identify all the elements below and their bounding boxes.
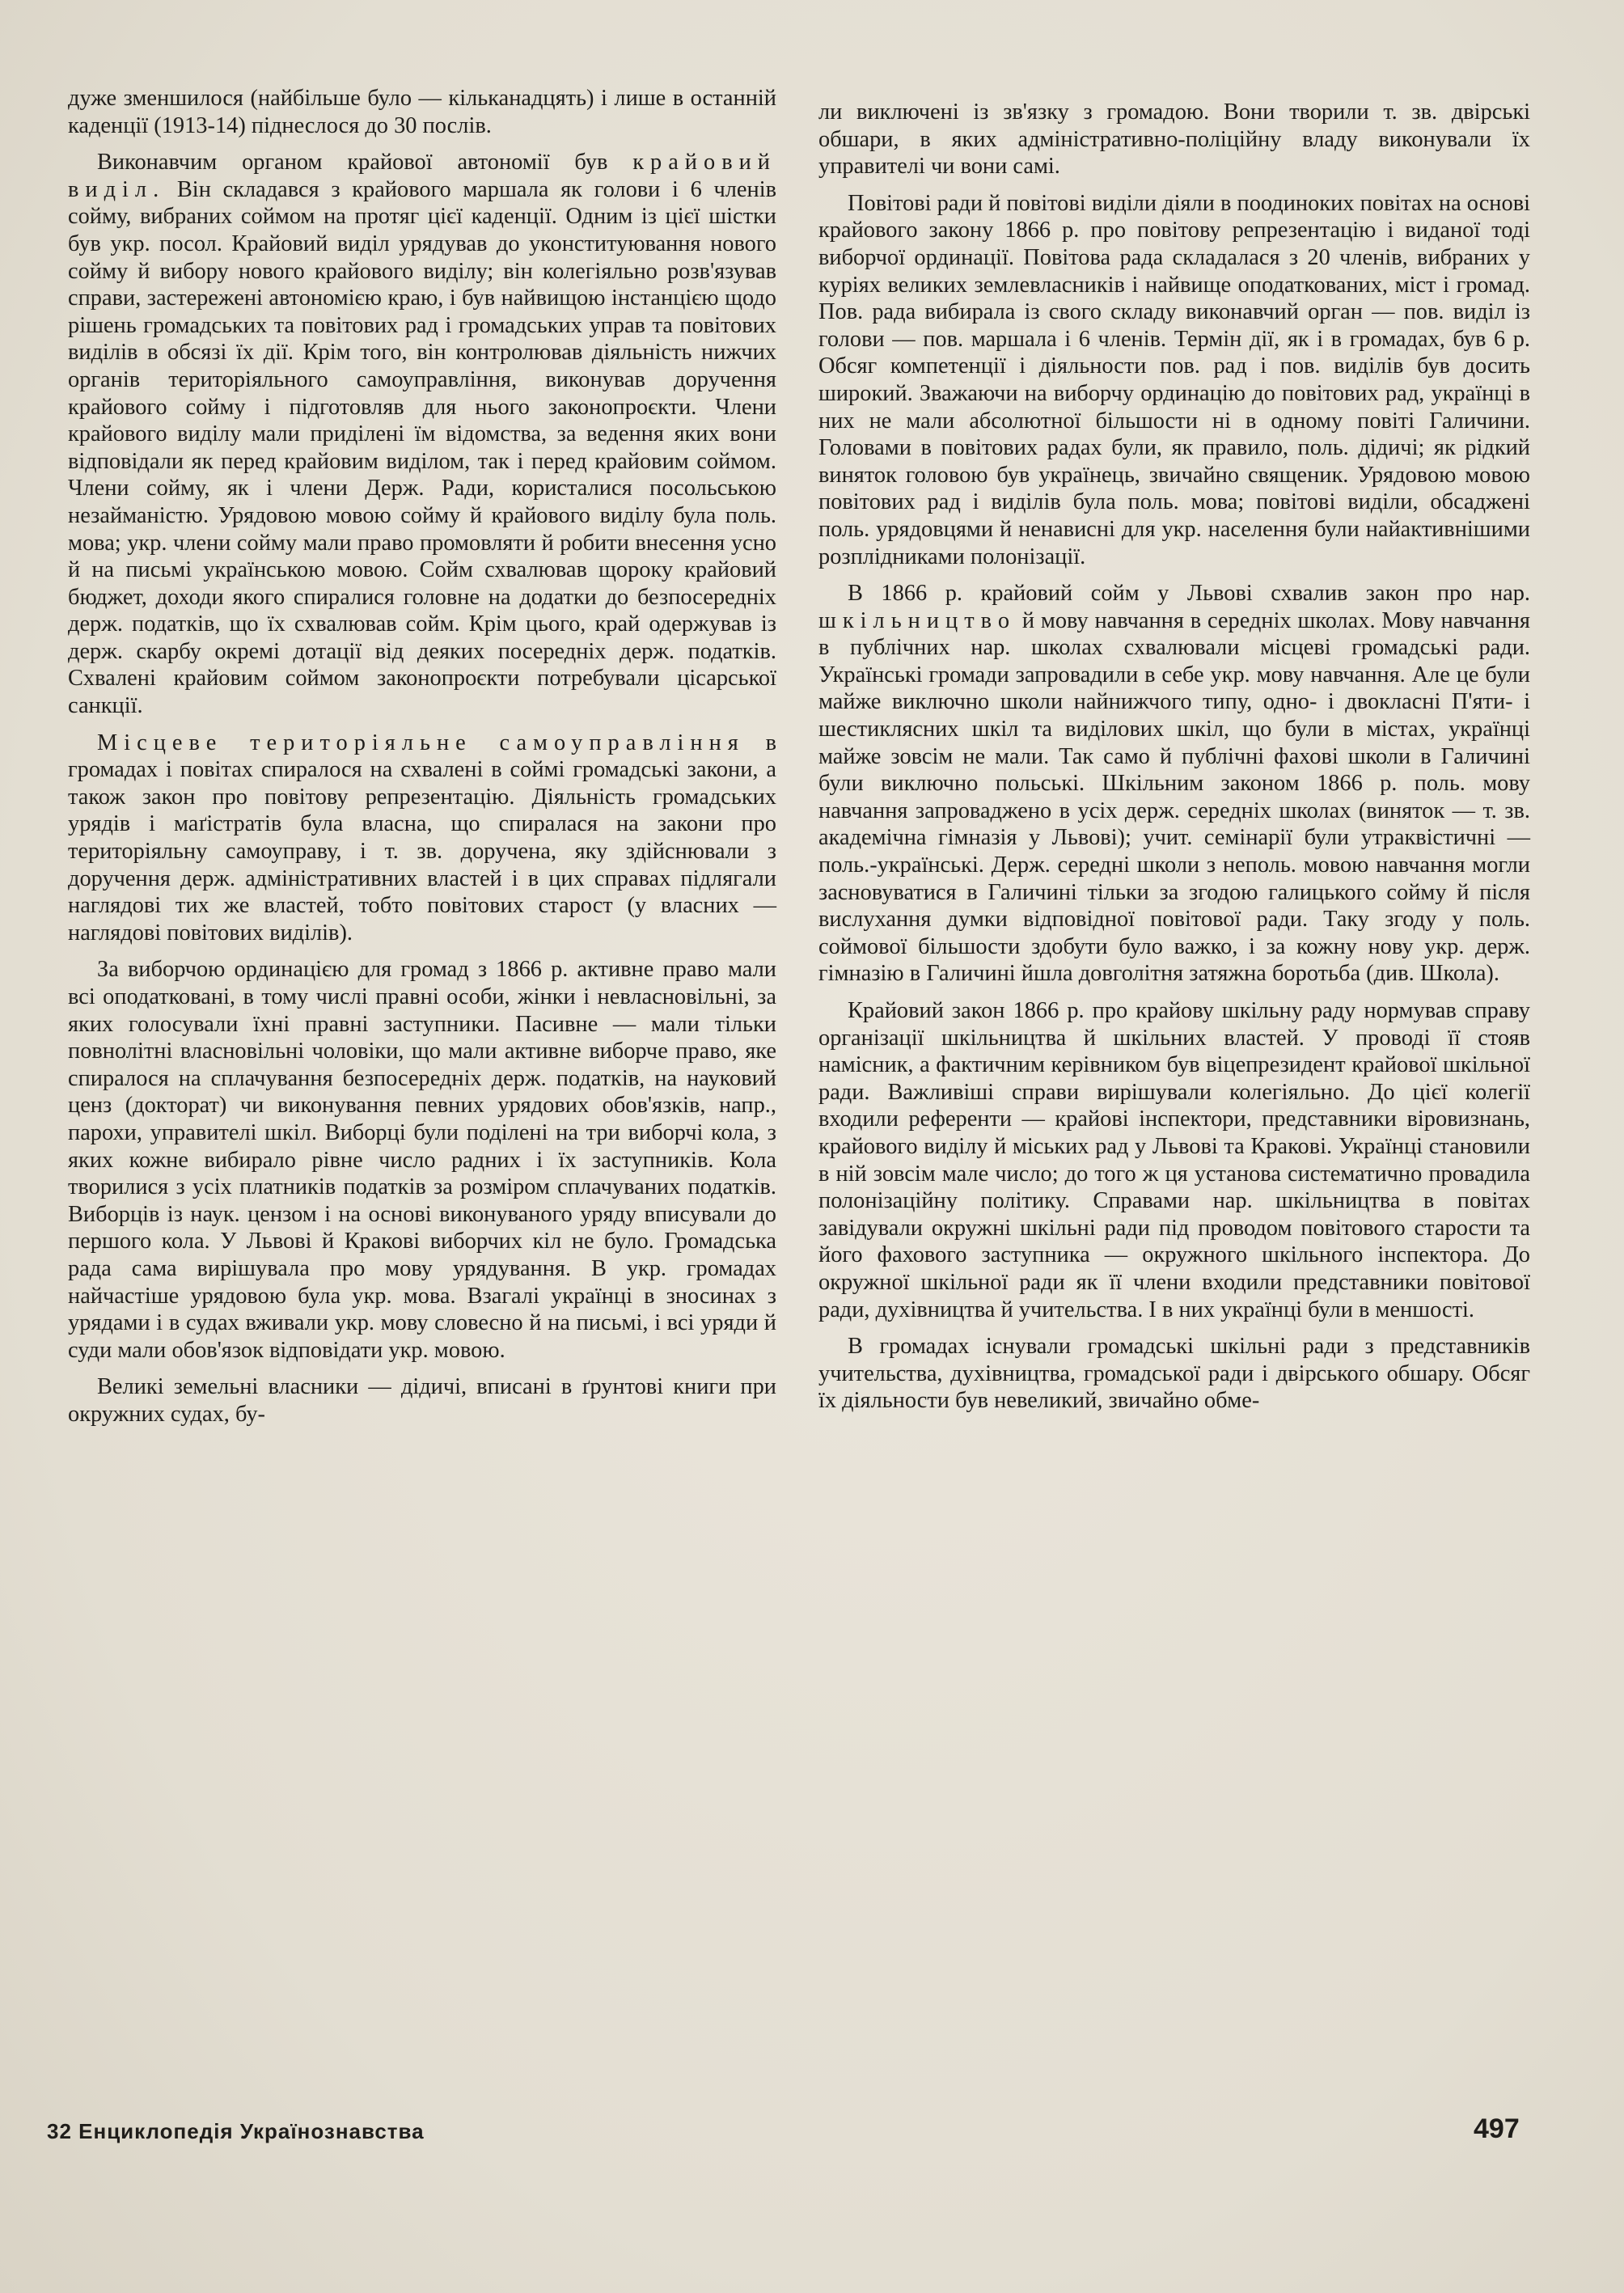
spaced-term: Місцеве територіяльне самоуправління bbox=[97, 730, 745, 755]
paragraph: Великі земельні власники — дідичі, вписані в ґрунтові книги при окружних судах, бу- bbox=[68, 1374, 776, 1427]
paragraph: Крайовий закон 1866 р. про крайову шкільну раду нормував справу організації шкільництва й шкільних властей. У проводі її стояв намісник, а фактичним керівником був віцепрезидент крайової шкільної ради. Важливіші справи вирішували колегіяльно. До цієї колегії входили референти — крайові інспектори, представники віровизнань, крайового виділу й міських рад у Львові та Кракові. Українці становили в ній зовсім мале число; до того ж ця установа систематично провадила полонізаційну політику. Справами нар. шкільництва в повітах завідували окружні шкільні ради під проводом повітового старости та його фахового заступника — окружного шкільного інспектора. До окружної шкільної ради як її члени входили представники повітової ради, духівництва й учительства. І в них українці були в меншості. bbox=[818, 998, 1530, 1322]
paragraph bbox=[68, 149, 776, 719]
text-run: в громадах і повітах спиралося на схвалені в соймі громадські закони, а також закон про повітову репрезентацію. Діяльність громадських урядів і маґістратів була власна, що спиралася на закони про територіяльну самоуправу, і т. зв. доручена, яку здійснювали з доручення держ. адміністративних властей і в цих справах підлягали наглядові тих же властей, тобто повітових старост (у власних — наглядові повітових виділів). bbox=[68, 730, 776, 946]
footer-signature: 32 Енциклопедія Українознавства bbox=[47, 2119, 425, 2143]
paragraph: В громадах існували громадські шкільні ради з представників учительства, духівництва, громадської ради і двірського обшару. Обсяг їх діяльности був невеликий, звичайно обме- bbox=[818, 1334, 1530, 1414]
paragraph: Повітові ради й повітові виділи діяли в поодиноких повітах на основі крайового закону 1866 р. про повітову репрезентацію і виданої тоді виборчої ординації. Повітова рада складалася з 20 членів, вибраних у куріях великих землевласників і найвище оподаткованих, міст і громад. Пов. рада вибирала із свого складу виконавчий орган — пов. виділ із голови — пов. маршала і 6 членів. Термін дії, як і в громадах, був 6 р. Обсяг компетенції і діяльности пов. рад і пов. виділів був досить широкий. Зважаючи на виборчу ординацію до повітових рад, українці в них не мали абсолютної більшости ні в одному повіті Галичини. Головами в повітових радах були, як правило, поль. дідичі; як рідкий виняток головою був українець, звичайно священик. Урядовою мовою повітових рад і виділів була поль. мова; повітові виділи, обсаджені поль. урядовцями й ненависні для укр. населення були найактивнішими розплідниками полонізації. bbox=[818, 190, 1530, 569]
spaced-term: шкільництво bbox=[818, 607, 1017, 633]
text-run: Виконавчим органом крайової автономії був bbox=[97, 150, 633, 176]
right-column bbox=[818, 99, 1530, 1424]
paragraph bbox=[68, 730, 776, 947]
paragraph: ли виключені із зв'язку з громадою. Вони творили т. зв. двірські обшари, в яких адміністративно-поліційну владу виконували їх управителі чи вони самі. bbox=[818, 99, 1530, 180]
left-column bbox=[68, 85, 776, 1438]
paragraph: За виборчою ординацією для громад з 1866 р. активне право мали всі оподатковані, в тому числі правні особи, жінки і невласновільні, за яких голосували їхні правні заступники. Пасивне — мали тільки повнолітні власновільні чоловіки, що мали активне виборче право, яке спиралося на сплачування безпосередніх держ. податків, на науковий ценз (докторат) чи виконування певних урядових обов'язків, напр., парохи, управителі шкіл. Виборці були поділені на три виборчі кола, з яких кожне вибирало рівне число радних і їх заступників. Кола творилися з усіх платників податків за розміром сплачуваних податків. Виборців із наук. цензом і на основі виконуваного уряду вписували до першого кола. У Львові й Кракові виборчих кіл не було. Громадська рада сама вирішувала про мову урядування. В укр. громадах найчастіше урядовою була укр. мова. Взагалі українці в зносинах з урядами і в судах вживали укр. мову словесно й на письмі, і всі уряди й суди мали обов'язок відповідати укр. мовою. bbox=[68, 957, 776, 1363]
text-run: В 1866 р. крайовий сойм у Львові схвалив закон про нар. bbox=[848, 581, 1530, 607]
paragraph: дуже зменшилося (найбільше було — кільканадцять) і лише в останній каденції (1913-14) піднеслося до 30 послів. bbox=[68, 86, 776, 138]
text-run: Він складався з крайового маршала як голови і 6 членів сойму, вибраних соймом на протяг цієї каденції. Одним із цієї шістки був укр. посол. Крайовий виділ урядував до уконституювання нового сойму й вибору нового крайового виділу; він колегіяльно розв'язував справи, застережені автономією краю, і був найвищою інстанцією щодо рішень громадських та повітових рад і громадських управ та повітових виділів в обсязі їх дії. Крім того, він контролював діяльність нижчих органів територіяльного самоуправління, виконував доручення крайового сойму і підготовляв для нього законопроєкти. Члени крайового виділу мали приділені їм відомства, за ведення яких вони відповідали як перед крайовим виділом, так і перед крайовим соймом. Члени сойму, як і члени Держ. Ради, користалися посольською незайманістю. Урядовою мовою сойму й крайового виділу була поль. мова; укр. члени сойму мали право промовляти й робити внесення усно й на письмі українською мовою. Сойм схвалював щороку крайовий бюджет, доходи якого спиралися головне на додатки до безпосередніх держ. податків, що їх схвалював сойм. Крім цього, край одержував із держ. скарбу окремі дотації від деяких посередніх держ. податків. Схвалені крайовим соймом законопроєкти потребували цісарської санкції. bbox=[68, 176, 776, 719]
paragraph bbox=[818, 580, 1530, 988]
text-run: й мову навчання в середніх школах. Мову навчання в публічних нар. школах схвалювали місцеві громадські ради. Українські громади запровадили в себе укр. мову навчання. Але це були майже виключно школи найнижчого типу, одно- і двокласні П'яти- і шестиклясних шкіл та виділових шкіл, що були в містах, українці майже зовсім не мали. Так само й публічні фахові школи в Галичині були виключно польські. Шкільним законом 1866 р. поль. мову навчання запроваджено в усіх держ. середніх школах (виняток — т. зв. академічна гімназія у Львові); учит. семінарії були утраквістичні — поль.-українські. Держ. середні школи з неполь. мовою навчання могли засновуватися в Галичині тільки за згодою галицького сойму й після вислухання думки відповідної повітової ради. Таку згоду у поль. соймової більшости здобути було важко, і за кожну нову укр. держ. гімназію в Галичині йшла довголітня затяжна боротьба (див. Школа). bbox=[818, 607, 1530, 987]
page-number: 497 bbox=[1474, 2113, 1520, 2144]
spaced-term: крайовий виділ. bbox=[68, 150, 776, 202]
